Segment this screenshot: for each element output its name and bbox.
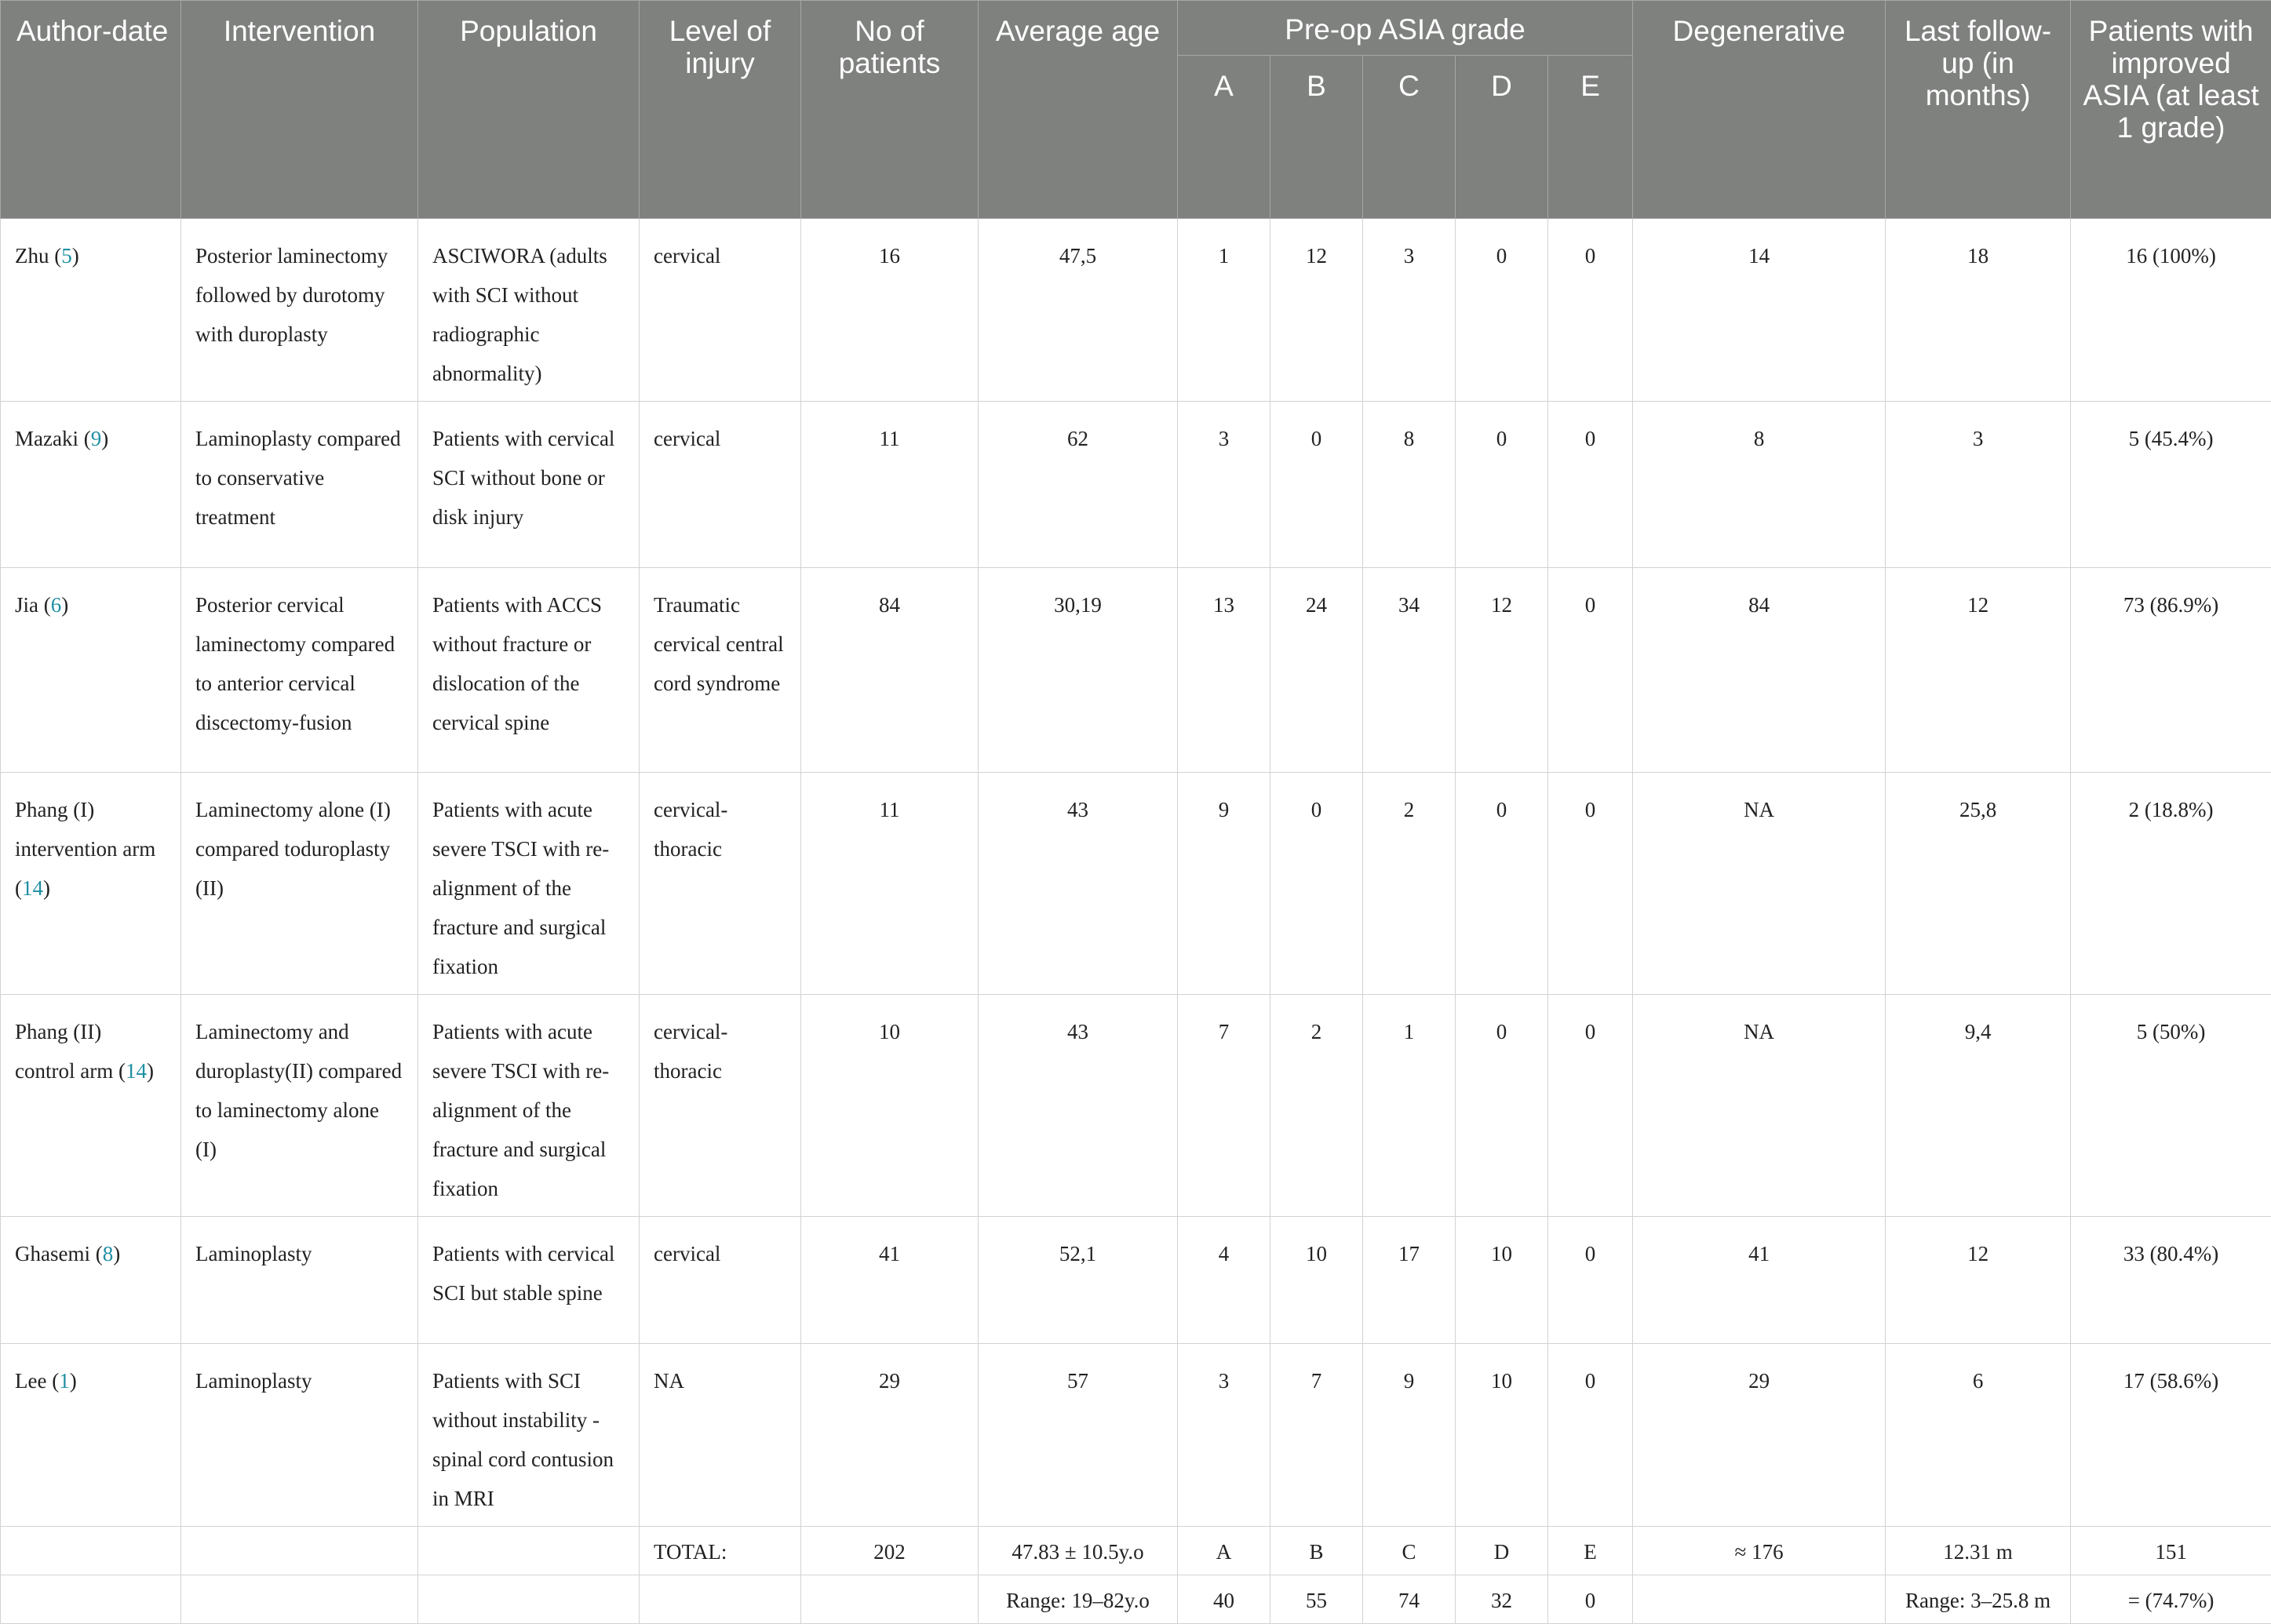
- range-asia-a: 40: [1178, 1575, 1270, 1624]
- cell-asia-a: 1: [1178, 219, 1270, 402]
- cell-asia-b: 2: [1270, 995, 1363, 1217]
- header-asia-d: D: [1456, 56, 1548, 219]
- table-row: [1, 1217, 2271, 1344]
- range-improved: = (74.7%): [2071, 1575, 2271, 1624]
- cell-age: 43: [979, 995, 1178, 1217]
- cell-degenerative: 8: [1633, 402, 1886, 568]
- header-pre-op-asia-grade: Pre-op ASIA grade: [1178, 1, 1633, 56]
- cell-author: [1, 995, 181, 1217]
- total-degenerative: ≈ 176: [1633, 1527, 1886, 1575]
- cell-asia-c: 1: [1363, 995, 1456, 1217]
- author-text-end: ): [43, 876, 50, 900]
- cell-asia-e: 0: [1548, 995, 1633, 1217]
- cell-asia-c: 9: [1363, 1344, 1456, 1527]
- cell-level: cervical: [640, 219, 801, 402]
- cell-patients: 84: [801, 568, 979, 773]
- cell-asia-a: 4: [1178, 1217, 1270, 1344]
- cell-asia-e: 0: [1548, 219, 1633, 402]
- cell-followup: 6: [1886, 1344, 2071, 1527]
- header-asia-b: B: [1270, 56, 1363, 219]
- cell-asia-c: 8: [1363, 402, 1456, 568]
- author-text: Ghasemi (: [15, 1242, 103, 1265]
- cell-population: Patients with SCI without instability -spinal cord contusion in MRI: [418, 1344, 640, 1527]
- cell-intervention: Laminectomy and duroplasty(II) compared to laminectomy alone (I): [181, 995, 418, 1217]
- cell-degenerative: 29: [1633, 1344, 1886, 1527]
- cell-patients: 16: [801, 219, 979, 402]
- cell-empty: [418, 1575, 640, 1624]
- header-last-follow-up: Last follow-up (in months): [1886, 1, 2071, 219]
- table-row: [1, 402, 2271, 568]
- reference-link[interactable]: 6: [51, 593, 62, 617]
- cell-level: Traumatic cervical central cord syndrome: [640, 568, 801, 773]
- author-text-end: ): [70, 1369, 77, 1393]
- cell-author: [1, 1217, 181, 1344]
- cell-degenerative: 14: [1633, 219, 1886, 402]
- cell-intervention: Posterior cervical laminectomy compared to anterior cervical discectomy-fusion: [181, 568, 418, 773]
- cell-asia-d: 12: [1456, 568, 1548, 773]
- cell-asia-b: 7: [1270, 1344, 1363, 1527]
- cell-intervention: Laminoplasty compared to conservative treatment: [181, 402, 418, 568]
- cell-asia-c: 3: [1363, 219, 1456, 402]
- total-patients: 202: [801, 1527, 979, 1575]
- total-followup: 12.31 m: [1886, 1527, 2071, 1575]
- cell-asia-c: 17: [1363, 1217, 1456, 1344]
- author-text: Jia (: [15, 593, 51, 617]
- cell-population: Patients with cervical SCI without bone or disk injury: [418, 402, 640, 568]
- range-asia-e: 0: [1548, 1575, 1633, 1624]
- author-text: Mazaki (: [15, 427, 91, 450]
- reference-link[interactable]: 9: [91, 427, 102, 450]
- cell-asia-e: 0: [1548, 568, 1633, 773]
- cell-age: 62: [979, 402, 1178, 568]
- cell-asia-b: 10: [1270, 1217, 1363, 1344]
- header-population: Population: [418, 1, 640, 219]
- cell-population: Patients with ACCS without fracture or dislocation of the cervical spine: [418, 568, 640, 773]
- cell-asia-c: 2: [1363, 773, 1456, 995]
- cell-level: NA: [640, 1344, 801, 1527]
- cell-followup: 3: [1886, 402, 2071, 568]
- cell-followup: 9,4: [1886, 995, 2071, 1217]
- range-age: Range: 19–82y.o: [979, 1575, 1178, 1624]
- cell-intervention: Laminoplasty: [181, 1344, 418, 1527]
- cell-asia-d: 0: [1456, 773, 1548, 995]
- cell-followup: 18: [1886, 219, 2071, 402]
- reference-link[interactable]: 14: [126, 1059, 147, 1083]
- reference-link[interactable]: 1: [59, 1369, 70, 1393]
- cell-age: 30,19: [979, 568, 1178, 773]
- reference-link[interactable]: 14: [22, 876, 43, 900]
- cell-level: cervical: [640, 402, 801, 568]
- cell-asia-a: 3: [1178, 402, 1270, 568]
- cell-asia-e: 0: [1548, 402, 1633, 568]
- author-text: Phang (I) intervention arm (: [15, 798, 155, 900]
- cell-intervention: Laminoplasty: [181, 1217, 418, 1344]
- author-text-end: ): [101, 427, 108, 450]
- cell-asia-a: 13: [1178, 568, 1270, 773]
- cell-patients: 10: [801, 995, 979, 1217]
- author-text: Phang (II) control arm (: [15, 1020, 126, 1083]
- cell-empty: [181, 1527, 418, 1575]
- cell-population: Patients with acute severe TSCI with re-alignment of the fracture and surgical fixation: [418, 995, 640, 1217]
- cell-author: [1, 1344, 181, 1527]
- header-intervention: Intervention: [181, 1, 418, 219]
- cell-improved: 2 (18.8%): [2071, 773, 2271, 995]
- header-no-of-patients: No of patients: [801, 1, 979, 219]
- cell-patients: 29: [801, 1344, 979, 1527]
- total-asia-b-label: B: [1270, 1527, 1363, 1575]
- cell-asia-b: 24: [1270, 568, 1363, 773]
- cell-improved: 17 (58.6%): [2071, 1344, 2271, 1527]
- cell-author: [1, 773, 181, 995]
- cell-author: [1, 402, 181, 568]
- cell-asia-a: 3: [1178, 1344, 1270, 1527]
- cell-followup: 25,8: [1886, 773, 2071, 995]
- cell-asia-d: 0: [1456, 402, 1548, 568]
- cell-intervention: Laminectomy alone (I) compared toduroplasty (II): [181, 773, 418, 995]
- cell-author: [1, 568, 181, 773]
- header-author: Author-date: [1, 1, 181, 219]
- cell-age: 43: [979, 773, 1178, 995]
- cell-age: 47,5: [979, 219, 1178, 402]
- cell-asia-e: 0: [1548, 1344, 1633, 1527]
- range-asia-b: 55: [1270, 1575, 1363, 1624]
- cell-age: 52,1: [979, 1217, 1178, 1344]
- table-row: [1, 995, 2271, 1217]
- cell-asia-a: 7: [1178, 995, 1270, 1217]
- reference-link[interactable]: 5: [61, 244, 72, 268]
- range-row: [1, 1575, 2271, 1624]
- cell-asia-e: 0: [1548, 773, 1633, 995]
- cell-age: 57: [979, 1344, 1178, 1527]
- cell-asia-b: 12: [1270, 219, 1363, 402]
- total-age: 47.83 ± 10.5y.o: [979, 1527, 1178, 1575]
- total-asia-d-label: D: [1456, 1527, 1548, 1575]
- cell-patients: 11: [801, 402, 979, 568]
- header-asia-a: A: [1178, 56, 1270, 219]
- cell-asia-e: 0: [1548, 1217, 1633, 1344]
- cell-patients: 41: [801, 1217, 979, 1344]
- cell-level: cervical: [640, 1217, 801, 1344]
- cell-empty: [1633, 1575, 1886, 1624]
- table-row: [1, 219, 2271, 402]
- header-level-of-injury: Level of injury: [640, 1, 801, 219]
- cell-degenerative: NA: [1633, 995, 1886, 1217]
- cell-improved: 16 (100%): [2071, 219, 2271, 402]
- author-text-end: ): [61, 593, 68, 617]
- total-label: TOTAL:: [640, 1527, 801, 1575]
- cell-improved: 73 (86.9%): [2071, 568, 2271, 773]
- cell-empty: [418, 1527, 640, 1575]
- cell-asia-d: 0: [1456, 995, 1548, 1217]
- author-text-end: ): [113, 1242, 120, 1265]
- cell-empty: [801, 1575, 979, 1624]
- cell-degenerative: 41: [1633, 1217, 1886, 1344]
- header-average-age: Average age: [979, 1, 1178, 219]
- cell-degenerative: 84: [1633, 568, 1886, 773]
- cell-empty: [181, 1575, 418, 1624]
- table-row: [1, 568, 2271, 773]
- author-text: Lee (: [15, 1369, 59, 1393]
- cell-intervention: Posterior laminectomy followed by durotomy with duroplasty: [181, 219, 418, 402]
- cell-asia-d: 0: [1456, 219, 1548, 402]
- total-improved: 151: [2071, 1527, 2271, 1575]
- total-asia-c-label: C: [1363, 1527, 1456, 1575]
- cell-asia-b: 0: [1270, 402, 1363, 568]
- cell-improved: 33 (80.4%): [2071, 1217, 2271, 1344]
- cell-asia-d: 10: [1456, 1344, 1548, 1527]
- header-row: [1, 1, 2271, 56]
- reference-link[interactable]: 8: [103, 1242, 114, 1265]
- range-asia-c: 74: [1363, 1575, 1456, 1624]
- header-asia-e: E: [1548, 56, 1633, 219]
- cell-followup: 12: [1886, 1217, 2071, 1344]
- total-asia-a-label: A: [1178, 1527, 1270, 1575]
- cell-asia-a: 9: [1178, 773, 1270, 995]
- range-asia-d: 32: [1456, 1575, 1548, 1624]
- cell-population: Patients with acute severe TSCI with re-alignment of the fracture and surgical fixation: [418, 773, 640, 995]
- cell-asia-b: 0: [1270, 773, 1363, 995]
- author-text-end: ): [147, 1059, 154, 1083]
- cell-empty: [640, 1575, 801, 1624]
- header-asia-c: C: [1363, 56, 1456, 219]
- cell-followup: 12: [1886, 568, 2071, 773]
- cell-degenerative: NA: [1633, 773, 1886, 995]
- cell-empty: [1, 1527, 181, 1575]
- cell-improved: 5 (50%): [2071, 995, 2271, 1217]
- cell-patients: 11: [801, 773, 979, 995]
- total-asia-e-label: E: [1548, 1527, 1633, 1575]
- table-row: [1, 773, 2271, 995]
- cell-improved: 5 (45.4%): [2071, 402, 2271, 568]
- cell-author: [1, 219, 181, 402]
- total-row: [1, 1527, 2271, 1575]
- cell-level: cervical-thoracic: [640, 995, 801, 1217]
- author-text-end: ): [72, 244, 79, 268]
- author-text: Zhu (: [15, 244, 61, 268]
- table-row: [1, 1344, 2271, 1527]
- cell-asia-d: 10: [1456, 1217, 1548, 1344]
- cell-asia-c: 34: [1363, 568, 1456, 773]
- cell-level: cervical-thoracic: [640, 773, 801, 995]
- header-improved-asia: Patients with improved ASIA (at least 1 grade): [2071, 1, 2271, 219]
- header-degenerative: Degenerative: [1633, 1, 1886, 219]
- cell-population: Patients with cervical SCI but stable spine: [418, 1217, 640, 1344]
- cell-empty: [1, 1575, 181, 1624]
- cell-population: ASCIWORA (adults with SCI without radiographic abnormality): [418, 219, 640, 402]
- range-followup: Range: 3–25.8 m: [1886, 1575, 2071, 1624]
